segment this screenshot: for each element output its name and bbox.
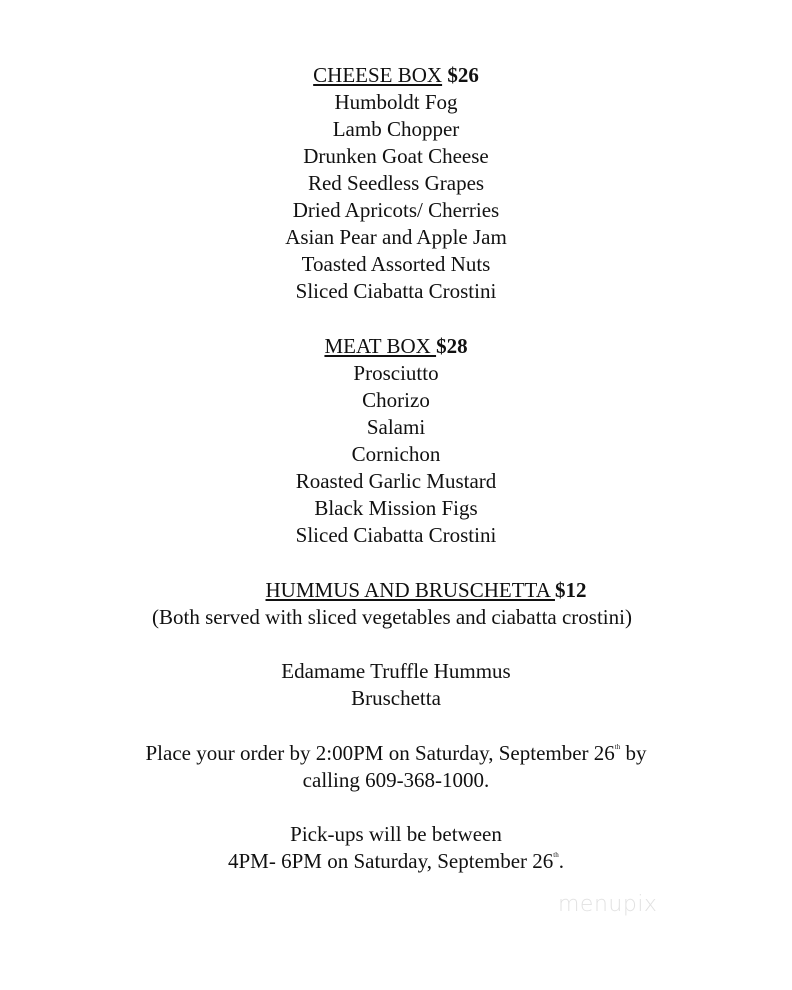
pickup-time xyxy=(0,848,792,875)
order-phone: calling 609-368-1000. xyxy=(302,768,490,792)
meat-item: Black Mission Figs xyxy=(314,496,478,520)
cheese-box-title: CHEESE BOX xyxy=(313,63,443,87)
meat-item: Cornichon xyxy=(351,442,441,466)
cheese-item: Humboldt Fog xyxy=(334,90,458,114)
order-instructions xyxy=(0,740,792,767)
hummus-item: Edamame Truffle Hummus xyxy=(281,659,511,683)
meat-box-price: $28 xyxy=(436,334,468,358)
meat-item: Sliced Ciabatta Crostini xyxy=(295,523,497,547)
cheese-item: Asian Pear and Apple Jam xyxy=(285,225,507,249)
hummus-title: HUMMUS AND BRUSCHETTA xyxy=(265,578,555,602)
pickup-time-tail: . xyxy=(558,849,564,873)
cheese-item: Red Seedless Grapes xyxy=(307,171,485,195)
meat-item: Chorizo xyxy=(362,388,430,412)
cheese-box-price: $26 xyxy=(447,63,479,87)
order-line-text: Place your order by 2:00PM on Saturday, September 26 xyxy=(145,741,615,765)
meat-item: Roasted Garlic Mustard xyxy=(295,469,497,493)
pickup-time-text: 4PM- 6PM on Saturday, September 26 xyxy=(228,849,554,873)
cheese-item: Lamb Chopper xyxy=(332,117,460,141)
hummus-note: (Both served with sliced vegetables and ciabatta crostini) xyxy=(152,605,632,629)
meat-box-title: MEAT BOX xyxy=(324,334,437,358)
pickup-intro: Pick-ups will be between xyxy=(290,822,502,846)
hummus-price: $12 xyxy=(554,578,587,602)
order-line-tail: by xyxy=(620,741,647,765)
cheese-item: Dried Apricots/ Cherries xyxy=(292,198,500,222)
cheese-item: Drunken Goat Cheese xyxy=(303,144,489,168)
cheese-item: Sliced Ciabatta Crostini xyxy=(295,279,497,303)
meat-item: Salami xyxy=(366,415,426,439)
cheese-box-heading xyxy=(0,62,792,89)
meat-item: Prosciutto xyxy=(353,361,439,385)
meat-box-heading xyxy=(0,333,792,360)
pickup-date-suffix: th xyxy=(553,851,559,859)
menupix-watermark: menupix xyxy=(558,892,658,917)
cheese-item: Toasted Assorted Nuts xyxy=(301,252,491,276)
hummus-heading xyxy=(30,577,792,604)
hummus-item: Bruschetta xyxy=(351,686,441,710)
order-date-suffix: th xyxy=(614,743,621,751)
